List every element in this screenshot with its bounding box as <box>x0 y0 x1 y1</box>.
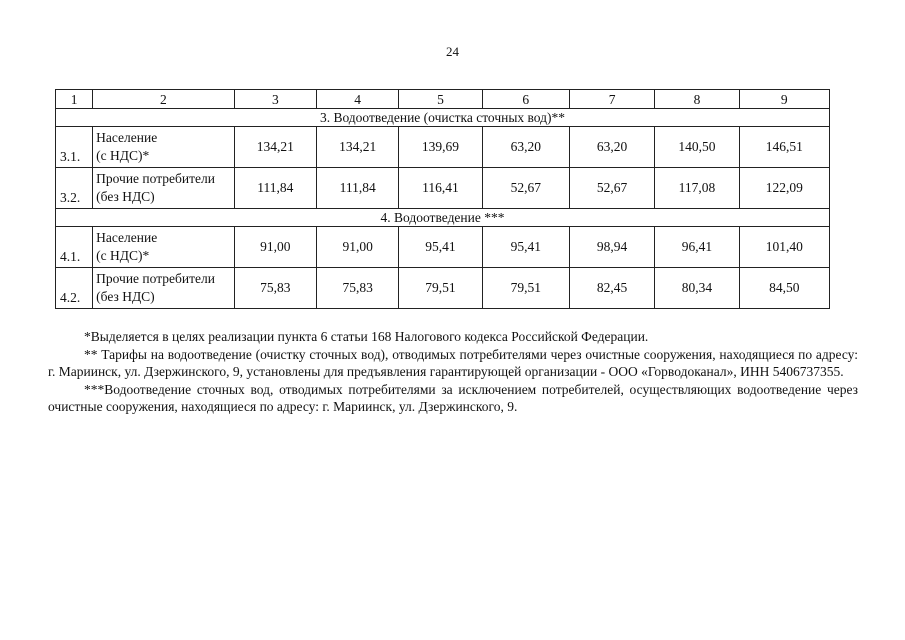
value-cell: 91,00 <box>317 227 399 268</box>
value-cell: 95,41 <box>482 227 569 268</box>
value-cell: 146,51 <box>739 127 829 168</box>
consumer-line: Прочие потребители <box>96 171 215 186</box>
value-cell: 116,41 <box>399 168 482 209</box>
page-number: 24 <box>446 44 459 59</box>
table-row <box>56 127 830 168</box>
consumer-cell <box>93 227 235 268</box>
value-cell: 96,41 <box>655 227 739 268</box>
header-cell: 2 <box>93 90 235 109</box>
value-cell: 134,21 <box>317 127 399 168</box>
value-cell: 63,20 <box>482 127 569 168</box>
value-cell: 80,34 <box>655 268 739 309</box>
value-cell: 111,84 <box>317 168 399 209</box>
consumer-line: (с НДС)* <box>96 248 150 263</box>
consumer-line: Население <box>96 130 158 145</box>
header-cell: 1 <box>56 90 93 109</box>
header-cell: 4 <box>317 90 399 109</box>
header-cell: 6 <box>482 90 569 109</box>
value-cell: 95,41 <box>399 227 482 268</box>
footnote-drainage: ***Водоотведение сточных вод, отводимых потребителями за исключением потребителей, осуществляющих водоотведение через очистные сооружения, находящиеся по адресу: г. Мариинск, ул. Дзержинского, 9. <box>48 381 858 414</box>
value-cell: 79,51 <box>399 268 482 309</box>
value-cell: 75,83 <box>317 268 399 309</box>
consumer-cell <box>93 127 235 168</box>
value-cell: 91,00 <box>234 227 316 268</box>
table-row <box>56 268 830 309</box>
table-row <box>56 168 830 209</box>
value-cell: 79,51 <box>482 268 569 309</box>
section-title: 3. Водоотведение (очистка сточных вод)** <box>56 109 830 127</box>
value-cell: 101,40 <box>739 227 829 268</box>
table-row <box>56 227 830 268</box>
header-cell: 8 <box>655 90 739 109</box>
value-cell: 52,67 <box>482 168 569 209</box>
row-number: 3.1. <box>56 127 93 168</box>
header-cell: 3 <box>234 90 316 109</box>
value-cell: 139,69 <box>399 127 482 168</box>
footnote-treatment-tariff: ** Тарифы на водоотведение (очистку сточных вод), отводимых потребителями через очистные сооружения, находящиеся по адресу: г. Мариинск, ул. Дзержинского, 9, установлены для предъявления гарантирующей организации - ООО «Горводоканал», ИНН 5406737355. <box>48 346 858 379</box>
row-number: 3.2. <box>56 168 93 209</box>
consumer-line: (без НДС) <box>96 289 155 304</box>
footnote-vat: *Выделяется в целях реализации пункта 6 статьи 168 Налогового кодекса Российской Федерации. <box>84 329 649 344</box>
tariff-table <box>55 89 830 309</box>
value-cell: 134,21 <box>234 127 316 168</box>
section-title-row <box>56 109 830 127</box>
value-cell: 117,08 <box>655 168 739 209</box>
footnotes <box>48 328 858 416</box>
row-number: 4.1. <box>56 227 93 268</box>
header-cell: 9 <box>739 90 829 109</box>
value-cell: 140,50 <box>655 127 739 168</box>
value-cell: 75,83 <box>234 268 316 309</box>
consumer-line: Прочие потребители <box>96 271 215 286</box>
value-cell: 82,45 <box>569 268 654 309</box>
section-title-row <box>56 209 830 227</box>
header-cell: 7 <box>569 90 654 109</box>
value-cell: 122,09 <box>739 168 829 209</box>
consumer-line: (с НДС)* <box>96 148 150 163</box>
row-number: 4.2. <box>56 268 93 309</box>
section-title: 4. Водоотведение *** <box>56 209 830 227</box>
value-cell: 52,67 <box>569 168 654 209</box>
consumer-cell <box>93 168 235 209</box>
consumer-line: (без НДС) <box>96 189 155 204</box>
table-header-row <box>56 90 830 109</box>
value-cell: 84,50 <box>739 268 829 309</box>
header-cell: 5 <box>399 90 482 109</box>
consumer-cell <box>93 268 235 309</box>
value-cell: 111,84 <box>234 168 316 209</box>
value-cell: 98,94 <box>569 227 654 268</box>
value-cell: 63,20 <box>569 127 654 168</box>
consumer-line: Население <box>96 230 158 245</box>
